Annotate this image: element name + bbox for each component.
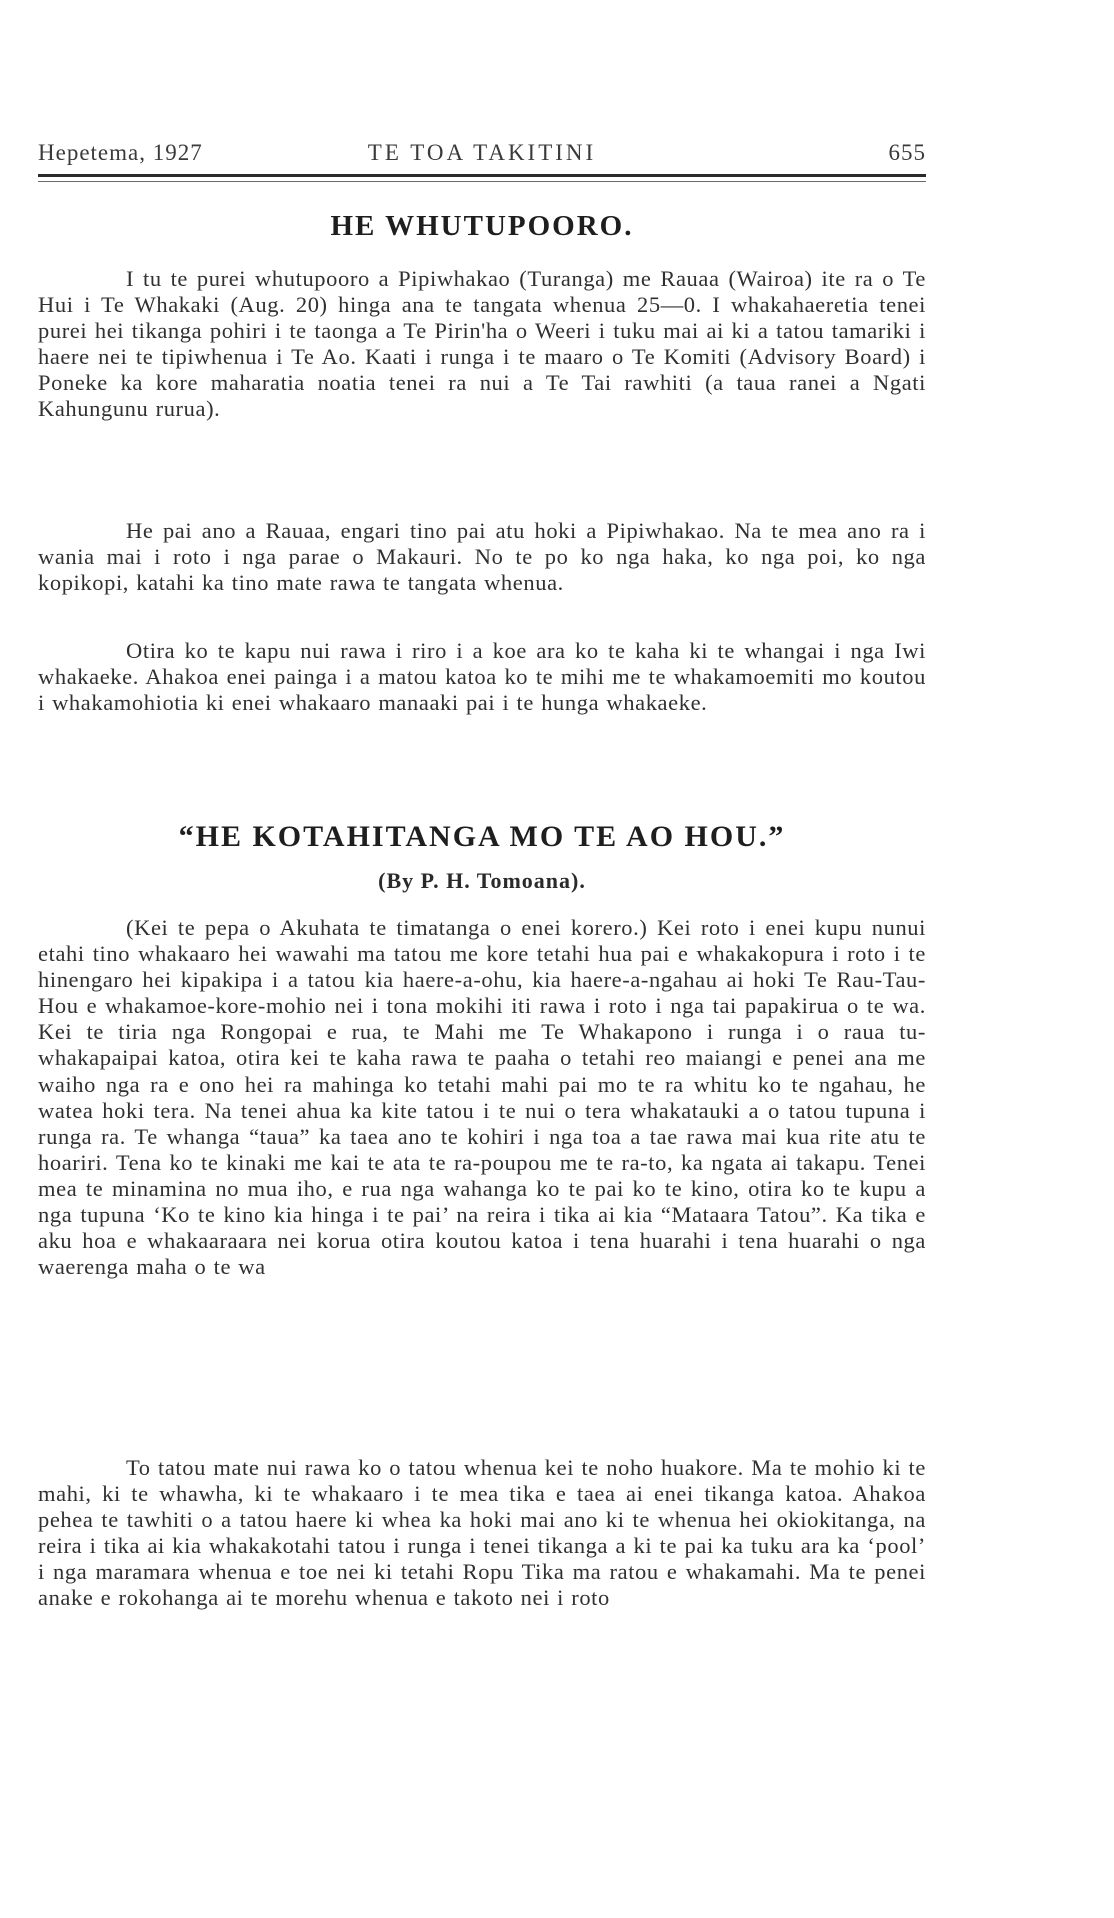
header-rule-thin bbox=[38, 181, 926, 182]
article-title-kotahitanga: “HE KOTAHITANGA MO TE AO HOU.” bbox=[178, 820, 786, 853]
publication-title: TE TOA TAKITINI bbox=[367, 140, 597, 165]
article2-paragraph-1: (Kei te pepa o Akuhata te timatanga o enei korero.) Kei roto i enei kupu nunui etahi tino whakaaro hei wawahi ma tatou me kore tetahi hua pai e whakakopura i roto i te hinengaro hei kipakipa i a tatou kia haere-a-ohu, kia haere-a-ngahau ai hoki Te Rau-Tau-Hou e whakamoe-kore-mohio nei i tona mokihi iti rawa i roto i nga tai papakirua o te wa. Kei te tiria nga Rongopai e rua, te Mahi me Te Whakapono i runga i o raua tu-whakapaipai katoa, otira kei te kaha rawa te paaha o tetahi reo maiangi e penei ana me waiho nga ra e ono hei ra mahinga ko tetahi mahi pai mo te ra whitu ko te ngahau, he watea hoki tera. Na tenei ahua ka kite tatou i te nui o tera whakatauki a o tatou tupuna i runga ra. Te whanga “taua” ka taea ano te kohiri i nga toa a tae rawa mai kua rite atu te hoariri. Tena ko te kinaki me kai te ata te ra-poupou me te ra-to, ka ngata ai takapu. Tenei mea te minamina no mua iho, e rua nga wahanga ko te pai ko te kino, otira ko te kupu a nga tupuna ‘Ko te kino kia hinga i te pai’ na reira i tika ai kia “Mataara Tatou”. Ka tika e aku hoa e whakaaraara nei korua otira koutou katoa i tena huarahi i tena huarahi o nga waerenga maha o te wa bbox=[38, 915, 926, 1280]
page-number: 655 bbox=[888, 140, 926, 165]
article1-paragraph-3: Otira ko te kapu nui rawa i riro i a koe ara ko te kaha ki te whangai i nga Iwi whakaeke. Ahakoa enei painga i a matou katoa ko te mihi me te whakamoemiti mo koutou i whakamohiotia ki enei whakaaro manaaki pai i te hunga whakaeke. bbox=[38, 638, 926, 716]
issue-date: Hepetema, 1927 bbox=[38, 140, 203, 165]
article-title-whutupooro: HE WHUTUPOORO. bbox=[330, 210, 634, 242]
article2-paragraph-2: To tatou mate nui rawa ko o tatou whenua kei te noho huakore. Ma te mohio ki te mahi, ki te whawha, ki te whakaaro i te mea tika e taea ai enei tikanga katoa. Ahakoa pehea te tawhiti o a tatou haere ki whea ka hoki mai ano ki te whenua hei okiokitanga, na reira i tika ai kia whakakotahi tatou i runga i tenei tikanga a ki te pai ka tuku ara ka ‘pool’ i nga maramara whenua e toe nei ki tetahi Ropu Tika ma ratou e whakamahi. Ma te penei anake e rokohanga ai te morehu whenua e takoto nei i roto bbox=[38, 1455, 926, 1611]
running-head bbox=[38, 140, 926, 170]
header-rule-thick bbox=[38, 174, 926, 177]
article1-paragraph-1: I tu te purei whutupooro a Pipiwhakao (Turanga) me Rauaa (Wairoa) ite ra o Te Hui i Te Whakaki (Aug. 20) hinga ana te tangata whenua 25—0. I whakahaeretia tenei purei hei tikanga pohiri i te taonga a Te Pirin'ha o Weeri i tuku mai ai ki a tatou tamariki i haere nei te tipiwhenua i Te Ao. Kaati i runga i te maaro o Te Komiti (Advisory Board) i Poneke ka kore maharatia noatia tenei ra nui a Te Tai rawhiti (a taua ranei a Ngati Kahungunu rurua). bbox=[38, 266, 926, 422]
article1-paragraph-2: He pai ano a Rauaa, engari tino pai atu hoki a Pipiwhakao. Na te mea ano ra i wania mai i roto i nga parae o Makauri. No te po ko nga haka, ko nga poi, ko nga kopikopi, katahi ka tino mate rawa te tangata whenua. bbox=[38, 518, 926, 596]
article-byline: (By P. H. Tomoana). bbox=[378, 868, 586, 893]
